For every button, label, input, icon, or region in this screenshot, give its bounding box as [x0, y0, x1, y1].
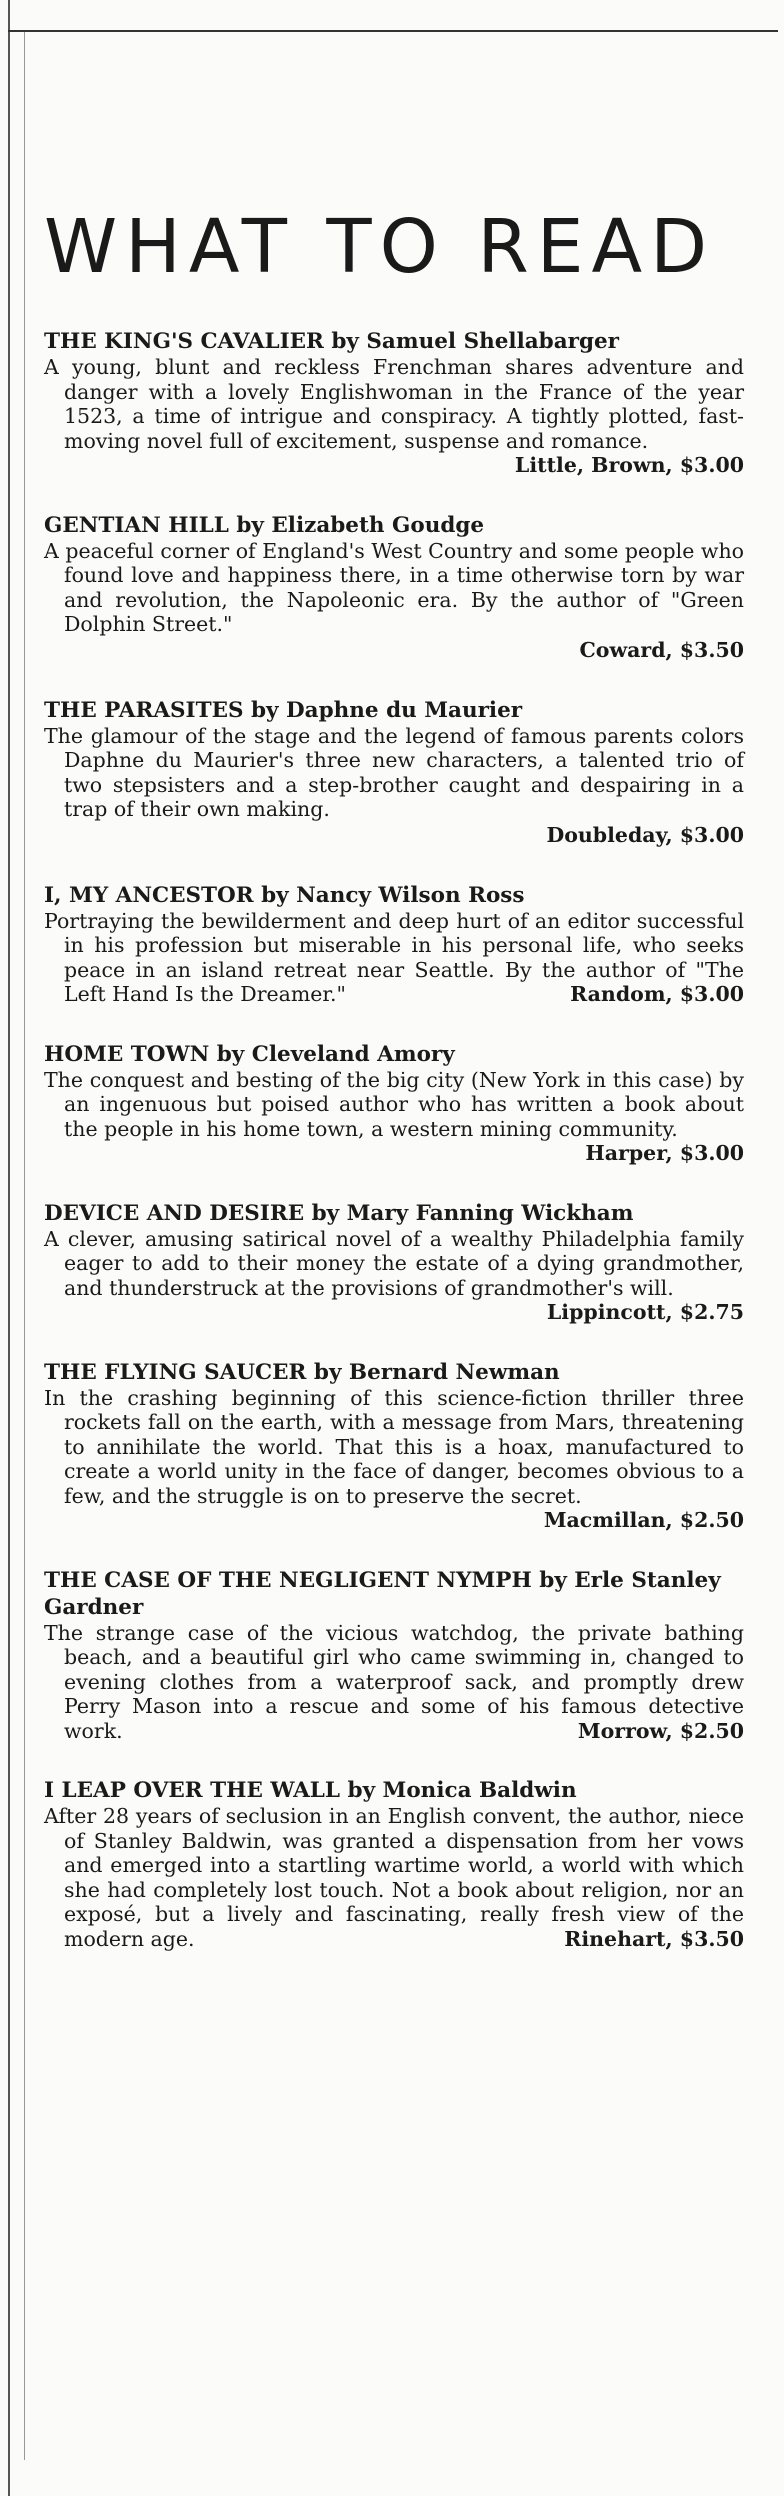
book-publisher: Rinehart, $3.50	[564, 1926, 744, 1951]
book-author: by Mary Fanning Wickham	[311, 1200, 634, 1226]
book-author: by Nancy Wilson Ross	[261, 882, 525, 908]
book-entry	[44, 1359, 744, 1533]
book-author: by Cleveland Amory	[216, 1041, 455, 1067]
book-list-column	[44, 204, 744, 1985]
book-title: I LEAP OVER THE WALL	[44, 1778, 341, 1803]
book-description: The glamour of the stage and the legend of famous parents colors Daphne du Maurier's three new characters, a talented trio of two stepsisters and a step-brother caught and despairing in a trap of their own making.	[44, 723, 744, 821]
book-entry	[44, 1777, 744, 1951]
book-author: by Elizabeth Goudge	[236, 512, 485, 538]
book-entry	[44, 512, 744, 663]
book-title: THE FLYING SAUCER	[44, 1359, 307, 1385]
top-border-rule	[8, 30, 778, 32]
book-title-line	[44, 882, 744, 909]
book-entry	[44, 1200, 744, 1325]
book-publisher: Coward, $3.50	[579, 637, 744, 662]
book-entry	[44, 1567, 744, 1744]
book-entry	[44, 328, 744, 478]
book-title: THE KING'S CAVALIER	[44, 329, 324, 354]
book-publisher: Doubleday, $3.00	[546, 822, 744, 847]
inner-border-rule	[24, 30, 25, 2460]
book-publisher: Random, $3.00	[570, 982, 744, 1006]
book-title: I, MY ANCESTOR	[44, 882, 254, 908]
book-description: A clever, amusing satirical novel of a wealthy Philadelphia family eager to add to their money the estate of a dying grandmother, and thunderstruck at the provisions of grandmother's will. Lippincott, $2.75	[44, 1226, 744, 1324]
book-author: by Samuel Shellabarger	[331, 329, 620, 354]
book-publisher: Lippincott, $2.75	[546, 1300, 744, 1324]
book-publisher: Morrow, $2.50	[577, 1718, 744, 1743]
book-author: by Bernard Newman	[313, 1359, 560, 1385]
book-author: by Daphne du Maurier	[251, 697, 523, 723]
book-description: After 28 years of seclusion in an English convent, the author, niece of Stanley Baldwin, was granted a dispensation from her vows and emerged into a startling wartime world, a world with which she had completely lost touch. Not a book about religion, nor an exposé, but a lively and fascinating, really fresh view of the modern age. Rinehart, $3.50	[44, 1804, 744, 1951]
book-title: DEVICE AND DESIRE	[44, 1200, 305, 1226]
book-title: THE CASE OF THE NEGLIGENT NYMPH	[44, 1567, 532, 1593]
book-entry	[44, 1041, 744, 1166]
book-entry	[44, 697, 744, 848]
book-title: THE PARASITES	[44, 697, 244, 723]
left-border-rule	[8, 0, 10, 2496]
book-description: The strange case of the vicious watchdog, the private bathing beach, and a beautiful girl who came swimming in, changed to evening clothes from a waterproof sack, and promptly drew Perry Mason into a rescue and some of his famous detective work. Morrow, $2.50	[44, 1620, 744, 1743]
book-author: by Erle Stanley Gardner	[44, 1567, 721, 1620]
book-title-line	[44, 512, 744, 539]
book-entry	[44, 882, 744, 1007]
book-publisher: Macmillan, $2.50	[543, 1508, 744, 1532]
book-publisher: Little, Brown, $3.00	[514, 453, 744, 477]
book-description: A peaceful corner of England's West Country and some people who found love and happiness there, in a time otherwise torn by war and revolution, the Napoleonic era. By the author of "Green Dolphin Street."	[44, 538, 744, 636]
book-publisher: Harper, $3.00	[585, 1141, 744, 1165]
book-title-line	[44, 1777, 744, 1804]
book-title-line	[44, 1567, 744, 1621]
book-description: In the crashing beginning of this science-fiction thriller three rockets fall on the earth, with a message from Mars, threatening to annihilate the world. That this is a hoax, manufactured to create a world unity in the face of danger, becomes obvious to a few, and the struggle is on to preserve the secret. Macmillan, $2.50	[44, 1385, 744, 1532]
book-title-line	[44, 697, 744, 724]
book-title-line	[44, 1200, 744, 1227]
book-title-line	[44, 1359, 744, 1386]
book-description: Portraying the bewilderment and deep hurt of an editor successful in his profession but miserable in his personal life, who seeks peace in an island retreat near Seattle. By the author of "The Left Hand Is the Dreamer." Random, $3.00	[44, 908, 744, 1006]
book-description: A young, blunt and reckless Frenchman shares adventure and danger with a lovely Englishwoman in the France of the year 1523, a time of intrigue and conspiracy. A tightly plotted, fast-moving novel full of excitement, suspense and romance. Little, Brown, $3.00	[44, 355, 744, 477]
book-author: by Monica Baldwin	[347, 1778, 577, 1803]
book-title: GENTIAN HILL	[44, 512, 229, 538]
book-description: The conquest and besting of the big city (New York in this case) by an ingenuous but poised author who has written a book about the people in his home town, a western mining community. Harper, $3.00	[44, 1067, 744, 1165]
book-title-line	[44, 1041, 744, 1068]
page-title: WHAT TO READ	[44, 204, 716, 290]
book-title-line	[44, 328, 744, 355]
book-title: HOME TOWN	[44, 1041, 210, 1067]
